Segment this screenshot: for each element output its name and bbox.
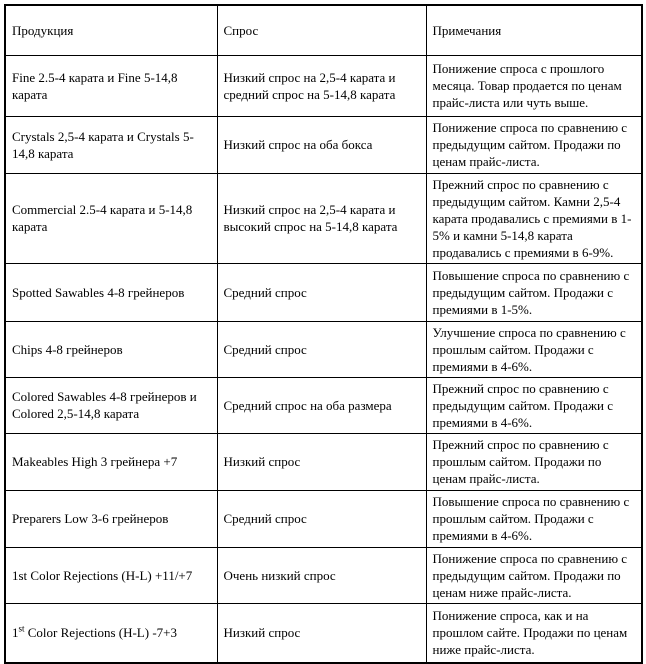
demand-cell: Низкий спрос	[217, 433, 426, 490]
product-cell	[5, 603, 217, 663]
notes-cell: Повышение спроса по сравнению с предыдущим сайтом. Продажи с премиями в 1-5%.	[426, 263, 642, 321]
table-header-row	[5, 5, 642, 55]
product-cell: Crystals 2,5-4 карата и Crystals 5-14,8 карата	[5, 116, 217, 173]
table-row	[5, 321, 642, 377]
product-cell: Colored Sawables 4-8 грейнеров и Colored 2,5-14,8 карата	[5, 377, 217, 433]
product-cell: Commercial 2.5-4 карата и 5-14,8 карата	[5, 173, 217, 263]
table-row	[5, 377, 642, 433]
table-row	[5, 116, 642, 173]
table-row	[5, 263, 642, 321]
table-row	[5, 173, 642, 263]
demand-cell: Средний спрос на оба размера	[217, 377, 426, 433]
header-cell-notes: Примечания	[426, 5, 642, 55]
table-row	[5, 547, 642, 603]
header-cell-demand: Спрос	[217, 5, 426, 55]
table-row	[5, 55, 642, 116]
demand-cell: Низкий спрос	[217, 603, 426, 663]
notes-cell: Понижение спроса с прошлого месяца. Товар продается по ценам прайс-листа или чуть выше.	[426, 55, 642, 116]
demand-cell: Средний спрос	[217, 263, 426, 321]
product-text: 1	[12, 625, 19, 641]
demand-cell: Низкий спрос на 2,5-4 карата и высокий спрос на 5-14,8 карата	[217, 173, 426, 263]
demand-cell: Очень низкий спрос	[217, 547, 426, 603]
product-ordinal-superscript: st	[18, 623, 25, 634]
product-cell: Preparers Low 3-6 грейнеров	[5, 490, 217, 547]
notes-cell: Прежний спрос по сравнению с предыдущим сайтом. Продажи с премиями в 4-6%.	[426, 377, 642, 433]
notes-cell: Понижение спроса по сравнению с предыдущим сайтом. Продажи по ценам ниже прайс-листа.	[426, 547, 642, 603]
demand-cell: Низкий спрос на 2,5-4 карата и средний спрос на 5-14,8 карата	[217, 55, 426, 116]
product-cell: Makeables High 3 грейнера +7	[5, 433, 217, 490]
demand-cell: Низкий спрос на оба бокса	[217, 116, 426, 173]
table-row	[5, 603, 642, 663]
notes-cell: Понижение спроса по сравнению с предыдущим сайтом. Продажи по ценам прайс-листа.	[426, 116, 642, 173]
header-cell-product: Продукция	[5, 5, 217, 55]
product-text: Color Rejections (H-L) -7+3	[24, 625, 177, 641]
notes-cell: Прежний спрос по сравнению с предыдущим сайтом. Камни 2,5-4 карата продавались с премиями в 1-5% и камни 5-14,8 карата продавались с премиями в 6-9%.	[426, 173, 642, 263]
product-cell: Chips 4-8 грейнеров	[5, 321, 217, 377]
products-demand-table	[4, 4, 643, 664]
product-cell: 1st Color Rejections (H-L) +11/+7	[5, 547, 217, 603]
notes-cell: Прежний спрос по сравнению с прошлым сайтом. Продажи по ценам прайс-листа.	[426, 433, 642, 490]
notes-cell: Улучшение спроса по сравнению с прошлым сайтом. Продажи с премиями в 4-6%.	[426, 321, 642, 377]
table-row	[5, 490, 642, 547]
product-cell: Fine 2.5-4 карата и Fine 5-14,8 карата	[5, 55, 217, 116]
demand-cell: Средний спрос	[217, 321, 426, 377]
notes-cell: Повышение спроса по сравнению с прошлым сайтом. Продажи с премиями в 4-6%.	[426, 490, 642, 547]
demand-cell: Средний спрос	[217, 490, 426, 547]
table-row	[5, 433, 642, 490]
notes-cell: Понижение спроса, как и на прошлом сайте. Продажи по ценам ниже прайс-листа.	[426, 603, 642, 663]
product-cell: Spotted Sawables 4-8 грейнеров	[5, 263, 217, 321]
